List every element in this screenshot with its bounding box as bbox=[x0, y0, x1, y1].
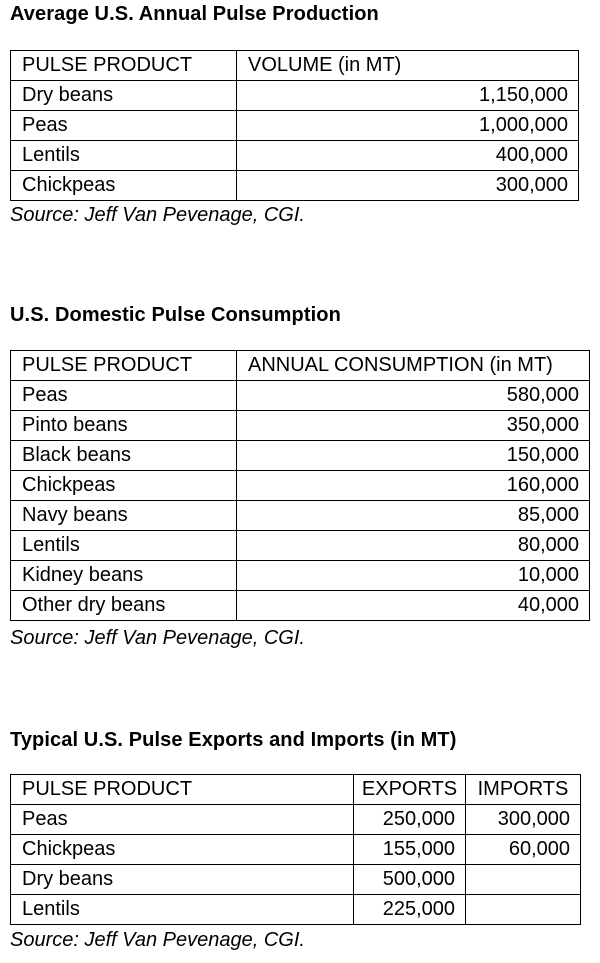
product-cell: Pinto beans bbox=[11, 411, 237, 441]
trade-table bbox=[10, 774, 581, 925]
product-cell: Lentils bbox=[11, 531, 237, 561]
product-cell: Chickpeas bbox=[11, 171, 237, 201]
table-row bbox=[11, 895, 581, 925]
table-row bbox=[11, 171, 579, 201]
table-row bbox=[11, 81, 579, 111]
table-row bbox=[11, 471, 590, 501]
table-row bbox=[11, 411, 590, 441]
header-cell: PULSE PRODUCT bbox=[11, 775, 354, 805]
consumption-title: U.S. Domestic Pulse Consumption bbox=[10, 304, 341, 326]
production-table-wrap bbox=[10, 50, 579, 201]
trade-source-wrap bbox=[10, 928, 305, 952]
header-cell: IMPORTS bbox=[466, 775, 581, 805]
value-cell: 85,000 bbox=[237, 501, 590, 531]
imports-cell: 300,000 bbox=[466, 805, 581, 835]
consumption-source: Source: Jeff Van Pevenage, CGI. bbox=[10, 627, 305, 649]
table-row bbox=[11, 111, 579, 141]
table-row bbox=[11, 835, 581, 865]
table-row bbox=[11, 865, 581, 895]
imports-cell bbox=[466, 895, 581, 925]
value-cell: 1,150,000 bbox=[237, 81, 579, 111]
value-cell: 80,000 bbox=[237, 531, 590, 561]
product-cell: Other dry beans bbox=[11, 591, 237, 621]
consumption-table-wrap bbox=[10, 350, 590, 621]
table-row bbox=[11, 381, 590, 411]
table-header-row bbox=[11, 51, 579, 81]
product-cell: Navy beans bbox=[11, 501, 237, 531]
table-row bbox=[11, 805, 581, 835]
imports-cell: 60,000 bbox=[466, 835, 581, 865]
product-cell: Black beans bbox=[11, 441, 237, 471]
header-cell: EXPORTS bbox=[354, 775, 466, 805]
product-cell: Peas bbox=[11, 805, 354, 835]
value-cell: 10,000 bbox=[237, 561, 590, 591]
production-section bbox=[10, 2, 379, 26]
product-cell: Lentils bbox=[11, 141, 237, 171]
value-cell: 40,000 bbox=[237, 591, 590, 621]
table-header-row bbox=[11, 775, 581, 805]
header-cell: PULSE PRODUCT bbox=[11, 51, 237, 81]
value-cell: 400,000 bbox=[237, 141, 579, 171]
production-table bbox=[10, 50, 579, 201]
trade-section bbox=[10, 728, 457, 752]
consumption-section bbox=[10, 303, 341, 327]
header-cell: VOLUME (in MT) bbox=[237, 51, 579, 81]
product-cell: Lentils bbox=[11, 895, 354, 925]
value-cell: 580,000 bbox=[237, 381, 590, 411]
value-cell: 350,000 bbox=[237, 411, 590, 441]
header-cell: ANNUAL CONSUMPTION (in MT) bbox=[237, 351, 590, 381]
product-cell: Kidney beans bbox=[11, 561, 237, 591]
product-cell: Dry beans bbox=[11, 81, 237, 111]
product-cell: Chickpeas bbox=[11, 835, 354, 865]
table-row bbox=[11, 501, 590, 531]
product-cell: Peas bbox=[11, 381, 237, 411]
value-cell: 150,000 bbox=[237, 441, 590, 471]
exports-cell: 225,000 bbox=[354, 895, 466, 925]
table-row bbox=[11, 441, 590, 471]
imports-cell bbox=[466, 865, 581, 895]
value-cell: 1,000,000 bbox=[237, 111, 579, 141]
product-cell: Dry beans bbox=[11, 865, 354, 895]
header-cell: PULSE PRODUCT bbox=[11, 351, 237, 381]
production-source-wrap bbox=[10, 203, 305, 227]
product-cell: Chickpeas bbox=[11, 471, 237, 501]
production-title: Average U.S. Annual Pulse Production bbox=[10, 3, 379, 25]
table-row bbox=[11, 531, 590, 561]
consumption-source-wrap bbox=[10, 626, 305, 650]
exports-cell: 500,000 bbox=[354, 865, 466, 895]
trade-table-wrap bbox=[10, 774, 581, 925]
exports-cell: 250,000 bbox=[354, 805, 466, 835]
product-cell: Peas bbox=[11, 111, 237, 141]
exports-cell: 155,000 bbox=[354, 835, 466, 865]
table-row bbox=[11, 591, 590, 621]
table-row bbox=[11, 561, 590, 591]
production-source: Source: Jeff Van Pevenage, CGI. bbox=[10, 204, 305, 226]
consumption-table bbox=[10, 350, 590, 621]
trade-title: Typical U.S. Pulse Exports and Imports (in MT) bbox=[10, 729, 457, 751]
value-cell: 300,000 bbox=[237, 171, 579, 201]
trade-source: Source: Jeff Van Pevenage, CGI. bbox=[10, 929, 305, 951]
table-row bbox=[11, 141, 579, 171]
value-cell: 160,000 bbox=[237, 471, 590, 501]
table-header-row bbox=[11, 351, 590, 381]
